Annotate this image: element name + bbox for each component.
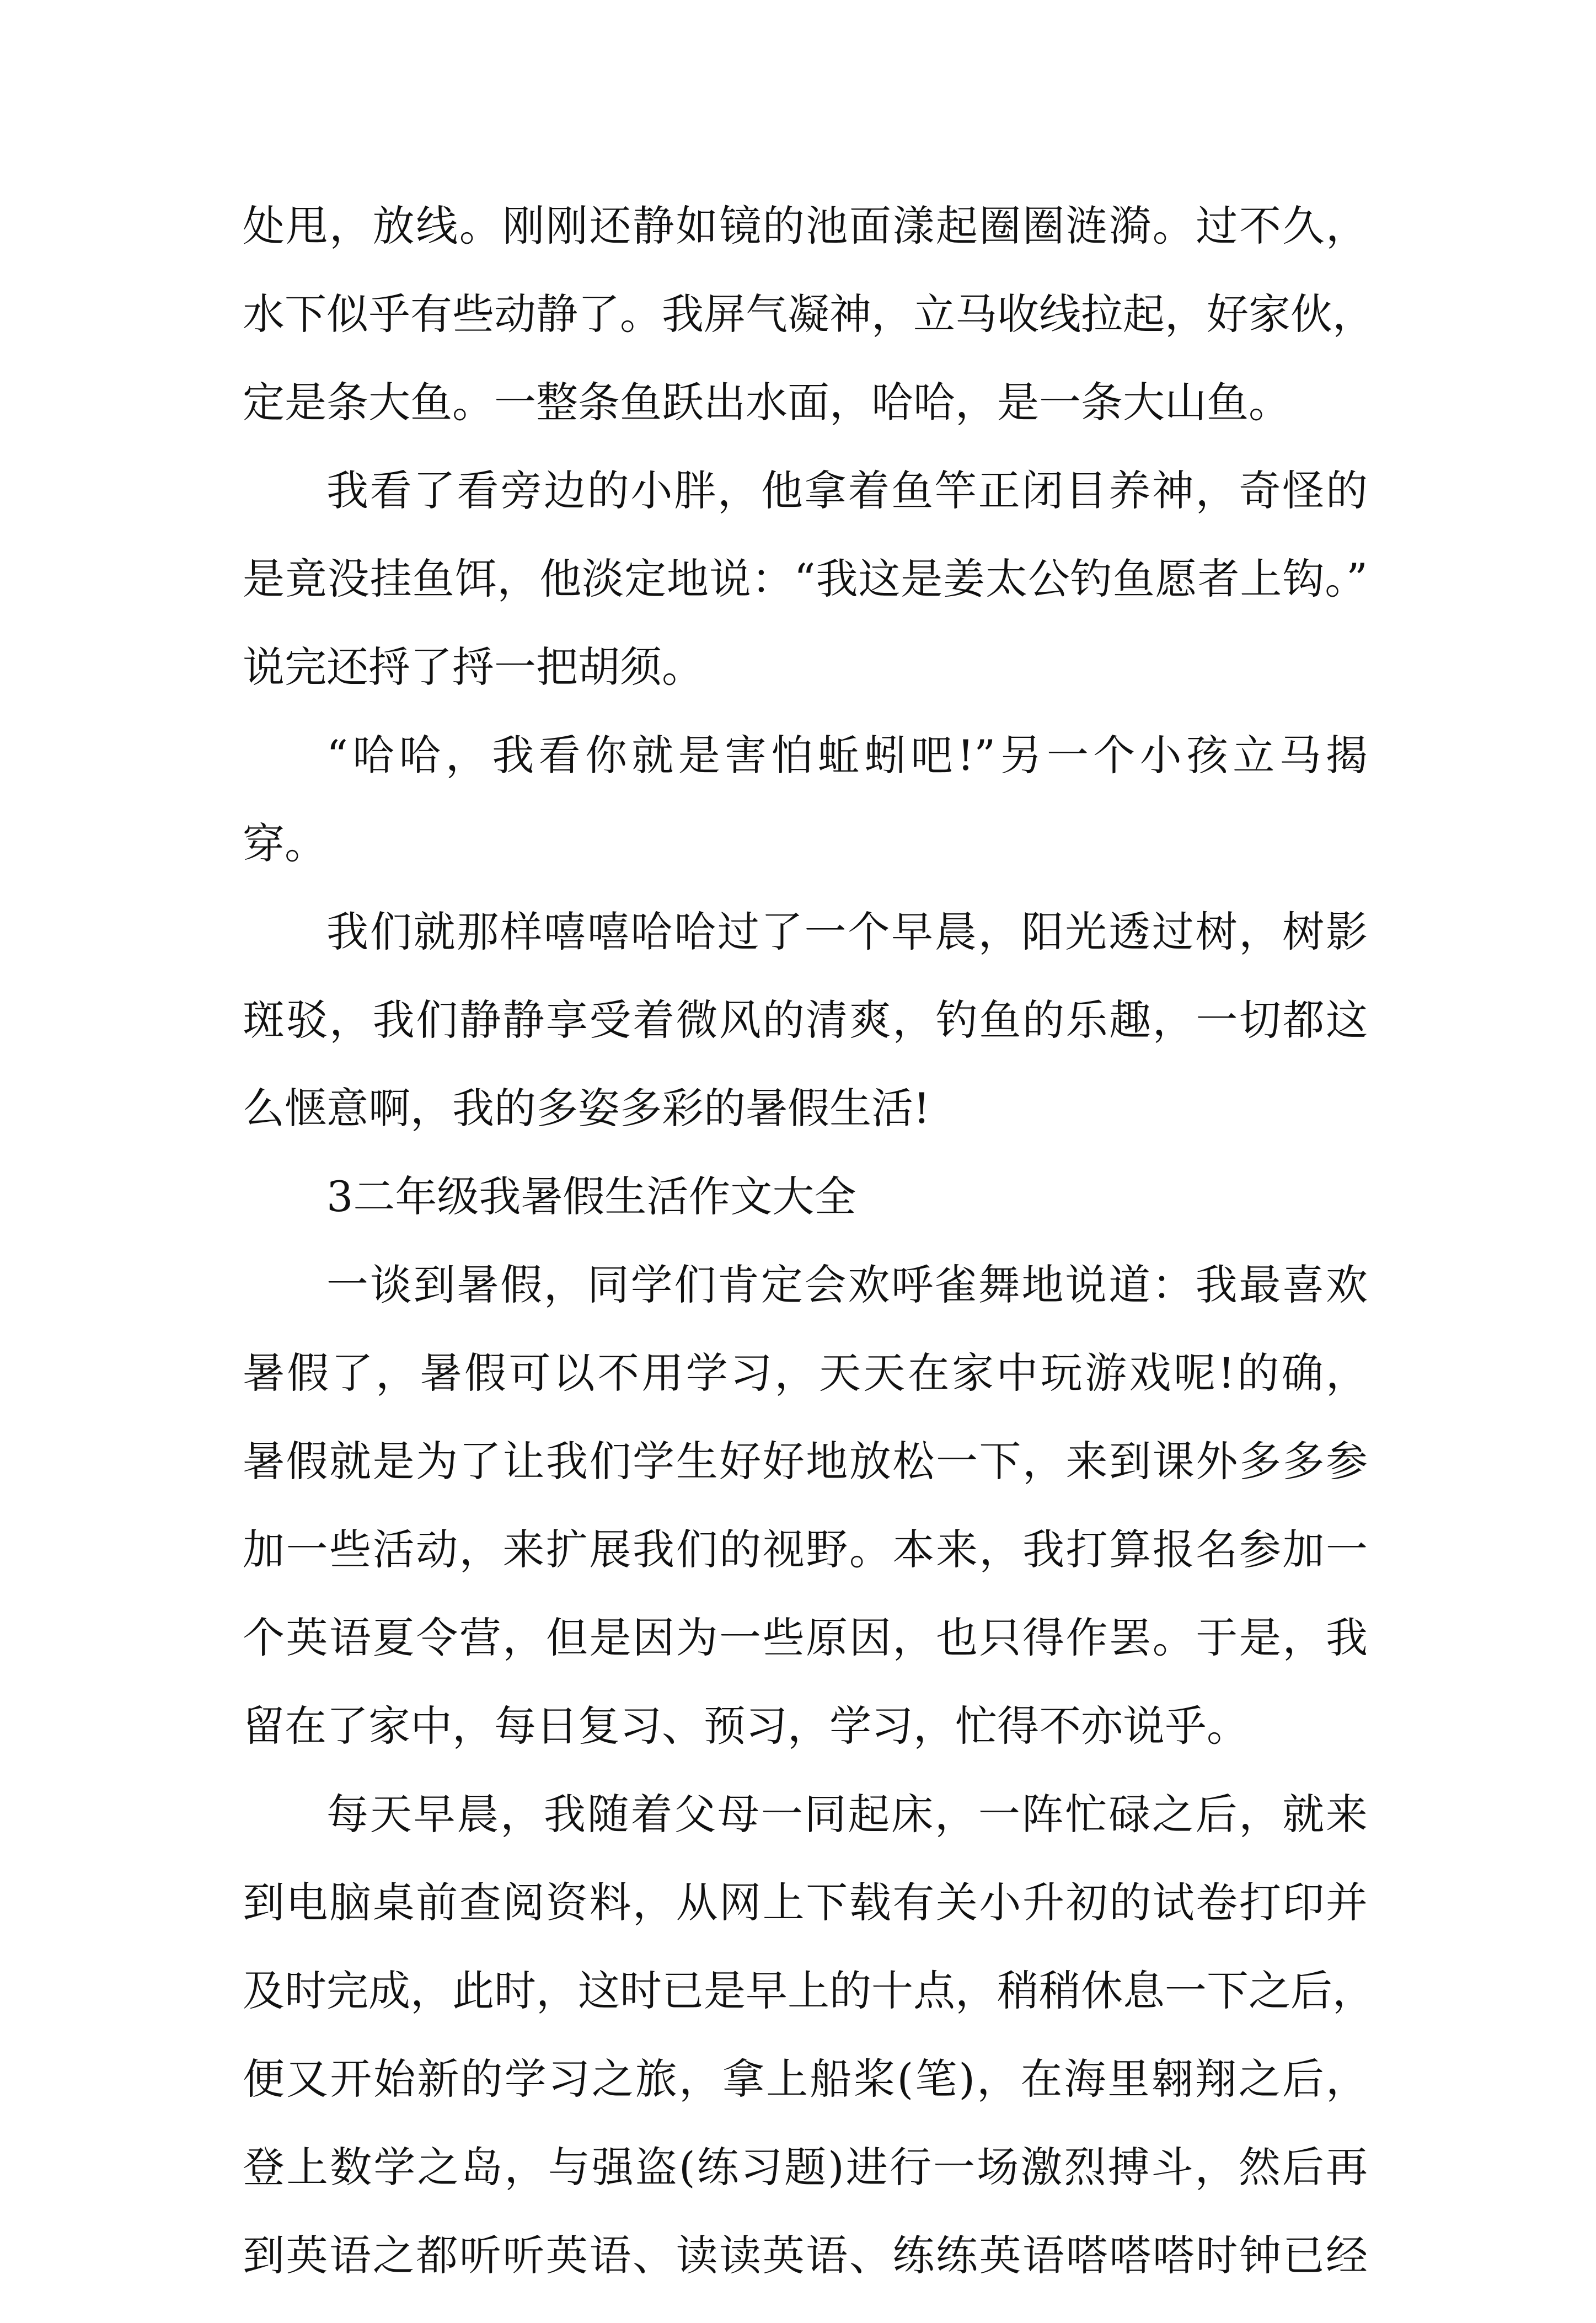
paragraph-line: 水下似乎有些动静了。我屏气凝神，立马收线拉起，好家伙， — [243, 290, 1374, 339]
paragraph-line: 是竟没挂鱼饵，他淡定地说：“我这是姜太公钓鱼愿者上钩。” — [243, 554, 1368, 603]
paragraph-line: 便又开始新的学习之旅，拿上船桨(笔)，在海里翱翔之后， — [243, 2054, 1368, 2103]
paragraph-line: 说完还捋了捋一把胡须。 — [243, 643, 704, 692]
paragraph-line: 到英语之都听听英语、读读英语、练练英语嗒嗒嗒时钟已经 — [243, 2231, 1368, 2280]
paragraph-line: 及时完成，此时，这时已是早上的十点，稍稍休息一下之后， — [243, 1966, 1374, 2015]
paragraph-line: 留在了家中，每日复习、预习，学习，忙得不亦说乎。 — [243, 1701, 1249, 1751]
paragraph-line: 处甩，放线。刚刚还静如镜的池面漾起圈圈涟漪。过不久， — [243, 201, 1368, 250]
paragraph-line: 暑假就是为了让我们学生好好地放松一下，来到课外多多参 — [243, 1437, 1368, 1486]
section-heading: 3二年级我暑假生活作文大全 — [326, 1172, 856, 1221]
paragraph-line: 个英语夏令营，但是因为一些原因，也只得作罢。于是，我 — [243, 1613, 1368, 1662]
paragraph-line: 登上数学之岛，与强盗(练习题)进行一场激烈搏斗，然后再 — [243, 2143, 1368, 2192]
paragraph-line: 每天早晨，我随着父母一同起床，一阵忙碌之后，就来 — [326, 1790, 1368, 1839]
paragraph-line: 一谈到暑假，同学们肯定会欢呼雀舞地说道：我最喜欢 — [326, 1260, 1368, 1309]
paragraph-line: 斑驳，我们静静享受着微风的清爽，钓鱼的乐趣，一切都这 — [243, 995, 1368, 1045]
paragraph-line: 暑假了，暑假可以不用学习，天天在家中玩游戏呢!的确， — [243, 1348, 1368, 1398]
essay-body — [243, 201, 1374, 2323]
paragraph-line: 我看了看旁边的小胖，他拿着鱼竿正闭目养神，奇怪的 — [326, 466, 1368, 515]
paragraph-line: 穿。 — [243, 819, 326, 868]
paragraph-line: 定是条大鱼。一整条鱼跃出水面，哈哈，是一条大山鱼。 — [243, 378, 1290, 427]
paragraph-line: 到电脑桌前查阅资料，从网上下载有关小升初的试卷打印并 — [243, 1878, 1368, 1927]
paragraph-line: 加一些活动，来扩展我们的视野。本来，我打算报名参加一 — [243, 1525, 1368, 1574]
paragraph-line: “哈哈，我看你就是害怕蚯蚓吧!”另一个小孩立马揭 — [326, 731, 1368, 780]
paragraph-line: 么惬意啊，我的多姿多彩的暑假生活! — [243, 1084, 930, 1133]
paragraph-line: 我们就那样嘻嘻哈哈过了一个早晨，阳光透过树，树影 — [326, 907, 1368, 956]
